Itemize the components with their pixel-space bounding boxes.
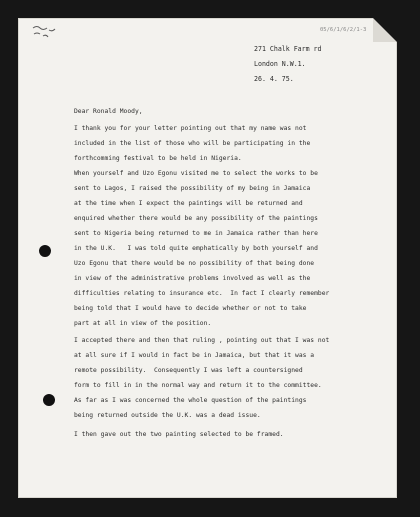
body-line: in view of the administrative problems involved as well as the (74, 275, 311, 282)
body-line: in the U.K. I was told quite emphatically by both yourself and (74, 245, 318, 252)
body-line: I accepted there and then that ruling , pointing out that I was not (74, 337, 330, 344)
punch-hole-bottom (43, 394, 55, 406)
body-line: difficulties relating to insurance etc. In fact I clearly remember (74, 290, 330, 297)
body-line: I thank you for your letter pointing out that my name was not (74, 125, 307, 132)
letter-page (18, 18, 397, 498)
punch-hole-top (39, 245, 51, 257)
body-line: being told that I would have to decide whether or not to take (74, 305, 307, 312)
body-line: As far as I was concerned the whole question of the paintings (74, 397, 307, 404)
body-line: remote possibility. Consequently I was left a countersigned (74, 367, 303, 374)
body-line: being returned outside the U.K. was a dead issue. (74, 412, 261, 419)
body-line: sent to Nigeria being returned to me in Jamaica rather than here (74, 230, 318, 237)
body-line: part at all in view of the position. (74, 320, 212, 327)
body-line: enquired whether there would be any possibility of the paintings (74, 215, 318, 222)
page-corner-fold (373, 18, 397, 42)
body-line: included in the list of those who will be participating in the (74, 140, 311, 147)
body-line: at the time when I expect the paintings will be returned and (74, 200, 303, 207)
body-line: sent to Lagos, I raised the possibility of my being in Jamaica (74, 185, 311, 192)
letter-date: 26. 4. 75. (254, 75, 294, 83)
archive-reference: 05/6/1/6/2/1-3 (320, 27, 367, 33)
body-line: When yourself and Uzo Egonu visited me to select the works to be (74, 170, 318, 177)
salutation: Dear Ronald Moody, (74, 108, 143, 115)
pencil-mark-icon (31, 22, 71, 40)
address-line-2: London N.W.1. (254, 60, 306, 68)
body-line: Uzo Egonu that there would be no possibility of that being done (74, 260, 315, 267)
address-line-1: 271 Chalk Farm rd (254, 45, 322, 53)
body-line: form to fill in in the normal way and return it to the committee. (74, 382, 322, 389)
body-line: I then gave out the two painting selected to be framed. (74, 431, 284, 438)
body-line: at all sure if I would in fact be in Jamaica, but that it was a (74, 352, 315, 359)
body-line: forthcomming festival to be held in Nigeria. (74, 155, 242, 162)
